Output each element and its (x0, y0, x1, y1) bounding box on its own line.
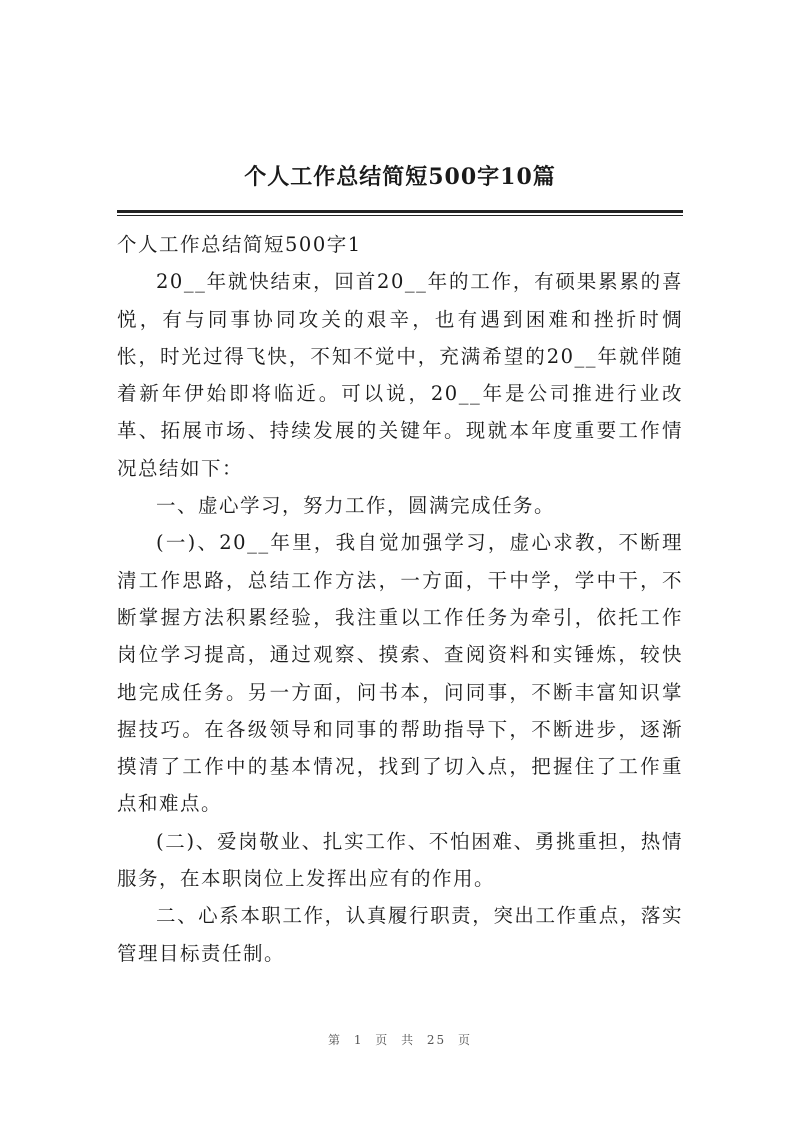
paragraph-intro: 20__年就快结束，回首20__年的工作，有硕果累累的喜悦，有与同事协同攻关的艰辛，也有遇到困难和挫折时惆怅，时光过得飞快，不知不觉中，充满希望的20__年就伴随着新年伊始即将临近。可以说，20__年是公司推进行业改革、拓展市场、持续发展的关键年。现就本年度重要工作情况总结如下： (117, 270, 683, 480)
page-footer: 第 1 页 共 25 页 (328, 1033, 472, 1047)
document-title: 个人工作总结简短500字10篇 (244, 164, 556, 190)
paragraph-point-2: 二、心系本职工作，认真履行职责，突出工作重点，落实管理目标责任制。 (117, 904, 683, 965)
title-divider-thick (117, 210, 683, 213)
title-divider-thin (117, 215, 683, 216)
paragraph-subpoint-1: (一)、20__年里，我自觉加强学习，虚心求教，不断理清工作思路，总结工作方法，一方面，干中学，学中干，不断掌握方法积累经验，我注重以工作任务为牵引，依托工作岗位学习提高，通过观察、摸索、查阅资料和实锤炼，较快地完成任务。另一方面，问书本，问同事，不断丰富知识掌握技巧。在各级领导和同事的帮助指导下，不断进步，逐渐摸清了工作中的基本情况，找到了切入点，把握住了工作重点和难点。 (117, 531, 683, 816)
paragraph-point-1: 一、虚心学习，努力工作，圆满完成任务。 (156, 494, 556, 518)
paragraph-subpoint-2: (二)、爱岗敬业、扎实工作、不怕困难、勇挑重担，热情服务，在本职岗位上发挥出应有的作用。 (117, 829, 683, 891)
section-heading: 个人工作总结简短500字1 (117, 233, 362, 256)
document-body (117, 226, 683, 972)
